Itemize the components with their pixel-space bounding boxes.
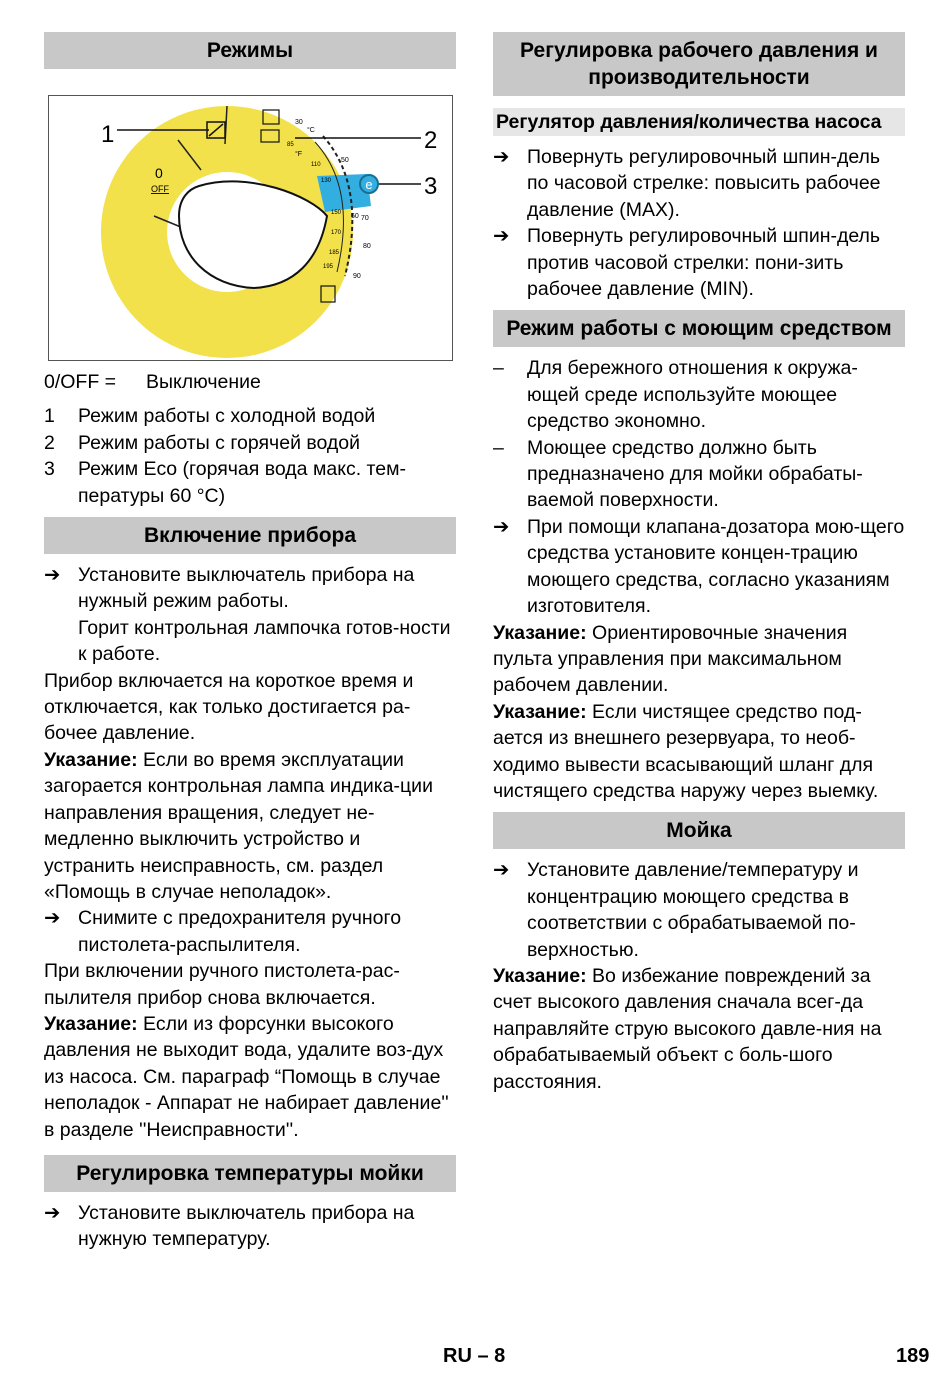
note: Указание: Если во время эксплуатации загорается контрольная лампа индика-ции направления вращения, следует не-медленно выключить устройство и устранить неисправность, см. раздел «Помощь в случае неполадок». (44, 748, 433, 903)
mode-dial-figure (48, 95, 453, 361)
svg-text:110: 110 (311, 162, 321, 168)
section-title-temperature: Регулировка температуры мойки (44, 1155, 456, 1192)
svg-text:185: 185 (329, 250, 340, 256)
arrow-icon: ➔ (493, 515, 510, 538)
instruction-step: ➔ Установите выключатель прибора на нужную температуру. (44, 1200, 456, 1253)
footer-page-label: RU – 8 (443, 1345, 506, 1367)
dash-marker: – (493, 436, 504, 459)
instruction-step: ➔ Повернуть регулировочный шпин-дель по часовой стрелке: повысить рабочее давление (MAX). (493, 144, 905, 223)
section-title-modes: Режимы (44, 32, 456, 69)
svg-text:70: 70 (361, 215, 369, 222)
paragraph: Прибор включается на короткое время и отключается, как только достигается ра-бочее давление. (44, 669, 414, 745)
left-column (44, 32, 456, 1253)
arrow-icon: ➔ (493, 146, 510, 168)
legend-item: 1 Режим работы с холодной водой (44, 405, 376, 428)
svg-text:130: 130 (321, 178, 332, 184)
mode-dial-svg (49, 96, 452, 360)
note: Указание: Во избежание повреждений за счет высокого давления сначала всег-да направляйте струю высокого давле-ния на обрабатываемый объект с боль-шого расстояния. (493, 964, 882, 1093)
svg-text:80: 80 (363, 243, 371, 250)
arrow-icon: ➔ (493, 225, 510, 248)
instruction-step: ➔ Снимите с предохранителя ручного пистолета-распылителя. (44, 905, 456, 958)
off-zero: 0 (155, 165, 163, 181)
svg-text:30: 30 (295, 119, 303, 126)
callout-3: 3 (424, 173, 438, 200)
arrow-icon: ➔ (44, 1201, 61, 1224)
section-title-washing: Мойка (493, 812, 905, 849)
callout-1: 1 (101, 121, 115, 148)
bullet-item: – Моющее средство должно быть предназначено для мойки обрабаты-ваемой поверхности. (493, 435, 905, 514)
svg-text:60: 60 (351, 213, 359, 220)
svg-text:50: 50 (341, 157, 349, 164)
section-title-detergent: Режим работы с моющим средством (493, 310, 905, 347)
legend-item: 3 Режим Eco (горячая вода макс. тем-пературы 60 °C) (44, 458, 406, 507)
note: Указание: Если чистящее средство под-ается из внешнего резервуара, то необ-ходимо вывести всасывающий шланг для чистящего средства наружу через выемку. (493, 700, 879, 802)
arrow-icon: ➔ (493, 859, 510, 882)
svg-text:90: 90 (353, 273, 361, 280)
fahrenheit-label: °F (295, 151, 303, 158)
instruction-step: ➔ Установите выключатель прибора на нужный режим работы. Горит контрольная лампочка готов-ности к работе. (44, 562, 456, 668)
svg-text:e: e (365, 177, 373, 192)
instruction-step: ➔ Повернуть регулировочный шпин-дель против часовой стрелки: пони-зить рабочее давление (MIN). (493, 223, 905, 302)
paragraph: При включении ручного пистолета-рас-пылителя прибор снова включается. (44, 960, 400, 1009)
celsius-label: °C (307, 127, 315, 134)
off-label: OFF (151, 184, 169, 194)
section-title-pressure: Регулировка рабочего давления и производительности (493, 32, 905, 96)
legend-off (44, 369, 456, 395)
dash-marker: – (493, 357, 504, 380)
section-title-power: Включение прибора (44, 517, 456, 554)
svg-text:170: 170 (331, 230, 342, 236)
subsection-title-pump: Регулятор давления/количества насоса (493, 108, 905, 136)
svg-text:195: 195 (323, 264, 334, 270)
arrow-icon: ➔ (44, 564, 61, 587)
right-column (493, 32, 905, 1095)
svg-text:150: 150 (331, 210, 342, 216)
footer-page-number: 189 (896, 1345, 930, 1367)
legend-item: 2 Режим работы с горячей водой (44, 431, 361, 454)
bullet-item: – Для бережного отношения к окружа-ющей среде используйте моющее средство экономно. (493, 355, 905, 434)
arrow-icon: ➔ (44, 907, 61, 930)
instruction-step: ➔ Установите давление/температуру и концентрацию моющего средства в соответствии с обрабатываемой по-верхностью. (493, 857, 905, 963)
callout-2: 2 (424, 127, 438, 154)
note: Указание: Если из форсунки высокого давления не выходит вода, удалите воз-дух из насоса. См. параграф “Помощь в случае неполадок - Аппарат не набирает давление'' в разделе ''Неисправности''. (44, 1012, 449, 1141)
svg-text:85: 85 (287, 142, 294, 148)
legend-off-key: 0/OFF = (44, 371, 117, 393)
legend-off-value: Выключение (146, 371, 261, 393)
note: Указание: Ориентировочные значения пульта управления при максимальном рабочем давлении. (493, 621, 848, 697)
instruction-step: ➔ При помощи клапана-дозатора мою-щего средства установите концен-трацию моющего средства, согласно указаниям изготовителя. (493, 514, 905, 620)
